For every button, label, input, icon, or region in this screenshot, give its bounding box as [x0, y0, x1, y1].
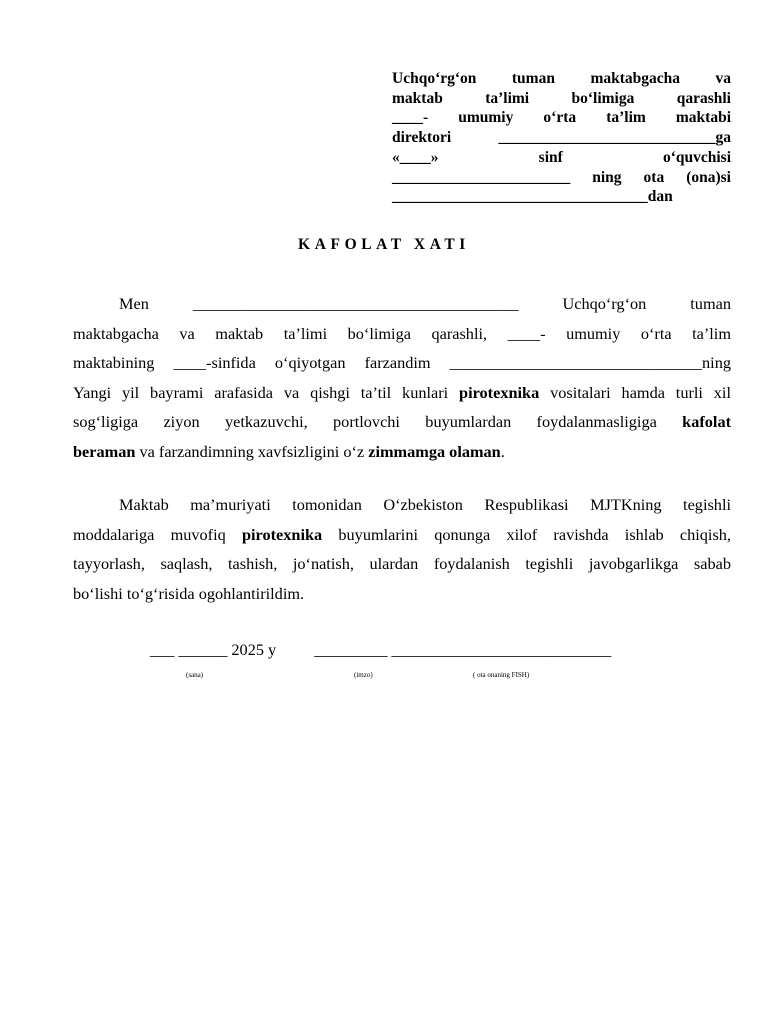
paragraph-line [73, 437, 731, 467]
bold-term-guarantee: kafolat [682, 412, 731, 432]
paragraph-line [73, 378, 731, 408]
text-segment: va farzandimning xavfsizligini o‘z [135, 441, 369, 461]
caption-parent-name: ( ota onaning FISH) [473, 671, 530, 679]
bold-term-pyrotechnics: pirotexnika [459, 382, 540, 402]
text-segment: . [500, 441, 505, 461]
paragraph-guarantee [73, 289, 731, 467]
caption-signature: (imzo) [354, 671, 373, 679]
addressee-line: direktori ____________________________ga [392, 129, 731, 147]
paragraph-line [73, 289, 731, 319]
paragraph-line [73, 490, 731, 520]
paragraph-line [73, 407, 731, 437]
addressee-line: maktab ta’limi bo‘limiga qarashli [392, 89, 731, 107]
text-men: Men [119, 294, 149, 313]
date-field: ___ ______ 2025 y [150, 640, 277, 659]
bold-term-responsibility: zimmamga olaman [368, 441, 501, 461]
paragraph-line: maktabining ____-sinfida o‘qiyotgan farzandim _______________________________ning [73, 353, 731, 373]
addressee-line: _______________________ ning ota (ona)si [392, 168, 731, 186]
document-title: KAFOLAT XATI [298, 236, 470, 253]
text-segment: Maktab ma’muriyati tomonidan O‘zbekiston Respublikasi MJTKning tegishli [119, 495, 731, 514]
text-segment: sog‘ligiga ziyon yetkazuvchi, portlovchi buyumlardan foydalanmasligiga [73, 412, 683, 432]
text-district: Uchqo‘rg‘on [562, 294, 647, 313]
addressee-line: Uchqo‘rg‘on tuman maktabgacha va [392, 70, 731, 87]
paragraph-line: tayyorlash, saqlash, tashish, jo‘natish, ulardan foydalanish tegishli javobgarlikga sabab [73, 554, 731, 574]
addressee-line: _________________________________dan [392, 188, 673, 206]
caption-date: (sana) [186, 671, 204, 679]
blank-parent-name: ________________________________________ [192, 294, 519, 313]
text-segment: vositalari hamda turli xil [539, 382, 731, 402]
paragraph-line [73, 520, 731, 550]
bold-term-give: beraman [73, 441, 136, 461]
text-segment: Yangi yil bayrami arafasida va qishgi ta’til kunlari [73, 382, 460, 402]
paragraph-warning [73, 490, 731, 608]
addressee-line: ____- umumiy o‘rta ta’lim maktabi [392, 109, 731, 127]
bold-term-pyrotechnics: pirotexnika [241, 524, 323, 544]
paragraph-line: bo‘lishi to‘g‘risida ogohlantirildim. [73, 583, 305, 603]
addressee-line: «____» sinf o‘quvchisi [392, 148, 731, 166]
text-segment: buyumlarini qonunga xilof ravishda ishlab chiqish, [322, 524, 731, 544]
signature-name-field: _________ ___________________________ [314, 640, 612, 659]
addressee-block [392, 69, 731, 207]
paragraph-line: maktabgacha va maktab ta’limi bo‘limiga qarashli, ____- umumiy o‘rta ta’lim [73, 323, 731, 343]
text-segment: moddalariga muvofiq [73, 524, 242, 544]
text-tuman: tuman [690, 294, 731, 313]
signature-row [150, 640, 611, 660]
